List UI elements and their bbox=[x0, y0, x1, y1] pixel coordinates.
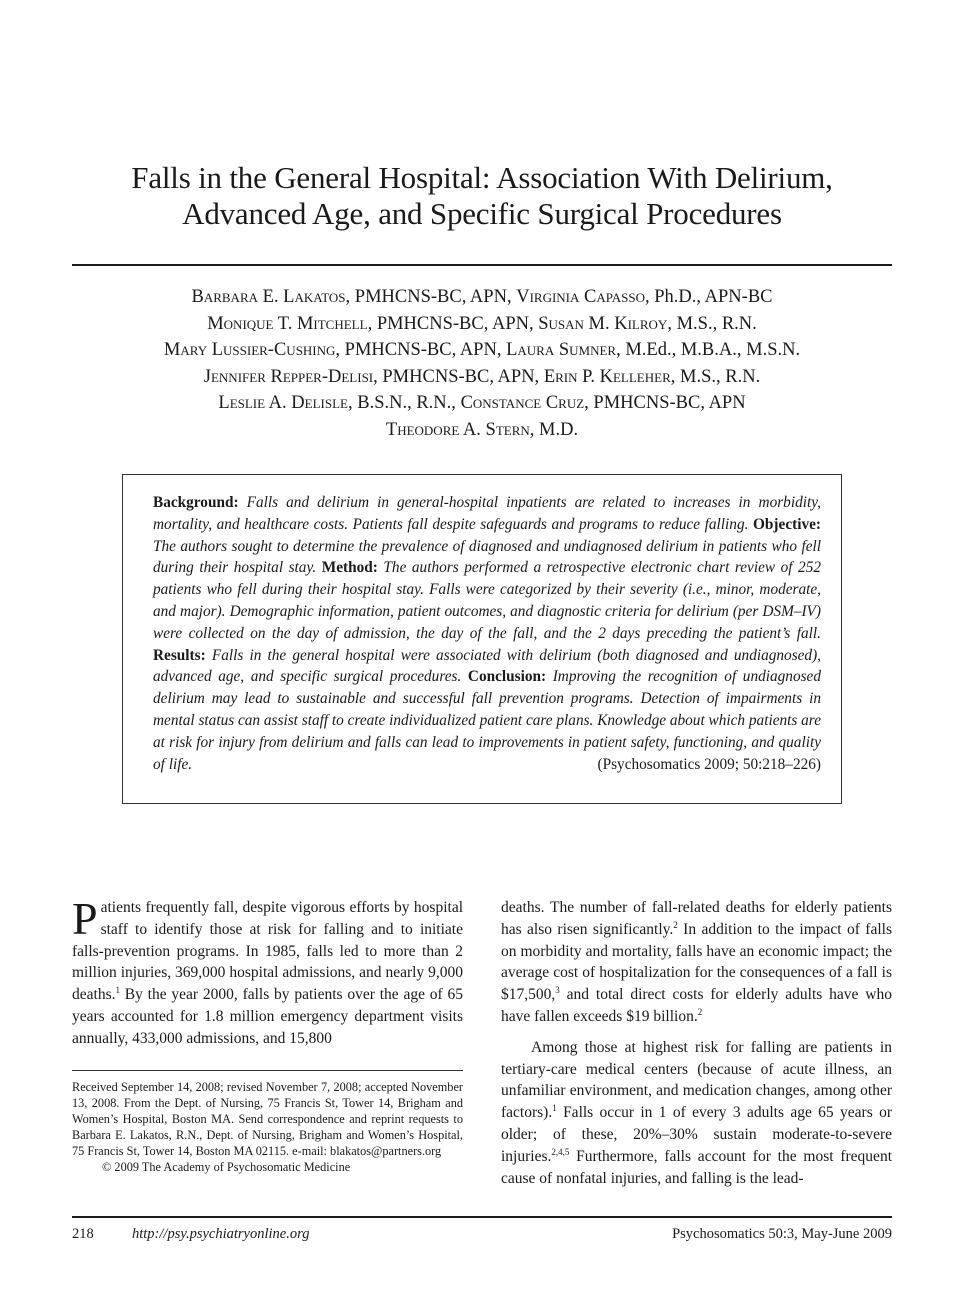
footer-divider bbox=[72, 1216, 892, 1218]
body-text: Falls occur in 1 of every 3 adults age 65 years or older; of these, 20%–30% sustain moderate-to-severe injuries. bbox=[501, 1104, 892, 1165]
body-text: Furthermore, falls account for the most frequent cause of nonfatal injuries, and falling is the lead- bbox=[501, 1147, 892, 1187]
author-line-2 bbox=[72, 311, 892, 338]
abstract-objective-label: Objective: bbox=[753, 515, 821, 533]
reference-marker: 3 bbox=[555, 985, 560, 996]
body-paragraph bbox=[501, 897, 892, 1028]
author-name: Laura Sumner bbox=[506, 340, 617, 361]
author-line-1 bbox=[72, 284, 892, 311]
author-name: Susan M. Kilroy bbox=[538, 313, 668, 334]
abstract-results-label: Results: bbox=[153, 646, 206, 664]
drop-cap: P bbox=[72, 893, 98, 944]
abstract-method-text: The authors performed a retrospective electronic chart review of 252 patients who fell during their hospital stay. Falls were categorized by their severity (i.e., minor, moderate, and major). Demographic information, patient outcomes, and diagnostic criteria for delirium (per DSM–IV) were collected on the day of admission, the day of the fall, and the 2 days preceding the patient’s fall. bbox=[153, 559, 821, 642]
body-text: and total direct costs for elderly adults have who have fallen exceeds $19 billion. bbox=[501, 986, 892, 1025]
journal-issue: Psychosomatics 50:3, May-June 2009 bbox=[672, 1226, 892, 1242]
author-name: Barbara E. Lakatos bbox=[191, 287, 346, 307]
author-name: Leslie A. Delisle bbox=[218, 393, 348, 414]
author-credentials: , M.D. bbox=[529, 419, 579, 440]
reference-marker: 2 bbox=[697, 1006, 703, 1017]
title-divider bbox=[72, 264, 892, 266]
author-credentials: , M.S., R.N. bbox=[667, 313, 757, 334]
author-name: Erin P. Kelleher bbox=[543, 366, 671, 387]
body-text: Among those at highest risk for falling are patients in tertiary-care medical centers (because of acute illness, an unfamiliar environment, and medication changes, among other factors). bbox=[501, 1038, 892, 1122]
author-credentials: , Ph.D., APN-BC bbox=[645, 287, 773, 307]
author-credentials: , PMHCNS-BC, APN, bbox=[373, 366, 544, 387]
copyright-notice: © 2009 The Academy of Psychosomatic Medicine bbox=[102, 1160, 351, 1174]
body-text: deaths. The number of fall-related deaths for elderly patients has also risen significantly. bbox=[501, 899, 892, 938]
abstract-objective-text: The authors sought to determine the prevalence of diagnosed and undiagnosed delirium in patients who fell during their hospital stay. bbox=[153, 537, 821, 577]
body-paragraph bbox=[501, 1037, 892, 1190]
author-line-6 bbox=[72, 417, 892, 444]
abstract-conclusion-label: Conclusion: bbox=[467, 668, 547, 686]
abstract-conclusion-text: Improving the recognition of undiagnosed delirium may lead to sustainable and successful fall prevention programs. Detection of impairments in mental status can assist staff to create individualized patient care plans. Knowledge about which patients are at risk for injury from delirium and falls can lead to improvements in patient safety, functioning, and quality of life. bbox=[153, 668, 821, 773]
abstract-background-text: Falls and delirium in general-hospital inpatients are related to increases in morbidity, mortality, and healthcare costs. Patients fall despite safeguards and programs to reduce falling. bbox=[153, 494, 821, 533]
abstract-method-label: Method: bbox=[321, 559, 378, 577]
body-column-right bbox=[501, 897, 892, 1189]
abstract-citation: (Psychosomatics 2009; 50:218–226) bbox=[597, 755, 821, 773]
author-credentials: , M.Ed., M.B.A., M.S.N. bbox=[616, 340, 801, 361]
author-line-5 bbox=[72, 390, 892, 417]
footnote-text: Received September 14, 2008; revised November 7, 2008; accepted November 13, 2008. From the Dept. of Nursing, 75 Francis St, Tower 14, Brigham and Women’s Hospital, Boston MA. Send correspondence and reprint requests to Barbara E. Lakatos, R.N., Dept. of Nursing, Brigham and Women’s Hospital, 75 Francis St, Tower 14, Boston MA 02115. e-mail: blakatos@partners.org bbox=[72, 1080, 463, 1158]
author-credentials: , PMHCNS-BC, APN, bbox=[335, 340, 507, 361]
author-name: Virginia Capasso bbox=[516, 287, 646, 307]
abstract-box bbox=[122, 474, 842, 804]
author-name: Theodore A. Stern bbox=[385, 419, 530, 440]
author-line-3 bbox=[72, 337, 892, 364]
reference-marker: 1 bbox=[552, 1103, 557, 1114]
title-line-2: Advanced Age, and Specific Surgical Procedures bbox=[182, 196, 782, 231]
body-column-left bbox=[72, 893, 463, 1050]
reference-marker: 2 bbox=[673, 919, 678, 930]
author-credentials: , PMHCNS-BC, APN, bbox=[367, 313, 539, 334]
footnote-divider bbox=[72, 1070, 463, 1071]
footnote bbox=[72, 1079, 463, 1175]
body-text: In addition to the impact of falls on morbidity and mortality, falls have an economic impact; the average cost of hospitalization for the consequences of a fall is $17,500, bbox=[501, 920, 892, 1004]
author-name: Constance Cruz bbox=[460, 393, 585, 414]
article-title bbox=[72, 160, 892, 232]
author-name: Mary Lussier-Cushing bbox=[163, 340, 336, 361]
body-text: By the year 2000, falls by patients over the age of 65 years accounted for 1.8 million emergency department visits annually, 433,000 admissions, and 15,800 bbox=[72, 986, 463, 1047]
reference-marker: 2,4,5 bbox=[551, 1146, 570, 1157]
author-line-4 bbox=[72, 364, 892, 391]
author-credentials: , PMHCNS-BC, APN bbox=[584, 393, 746, 414]
body-paragraph bbox=[72, 893, 463, 1050]
abstract-results-text: Falls in the general hospital were associated with delirium (both diagnosed and undiagnosed), advanced age, and specific surgical procedures. bbox=[153, 646, 821, 686]
author-credentials: , B.S.N., R.N., bbox=[347, 393, 461, 414]
reference-marker: 1 bbox=[115, 985, 120, 996]
author-credentials: , M.S., R.N. bbox=[670, 366, 761, 387]
body-text: atients frequently fall, despite vigorous efforts by hospital staff to identify those at risk for falling and to initiate falls-prevention programs. In 1985, falls led to more than 2 million injuries, 369,000 hospital admissions, and nearly 9,000 deaths. bbox=[72, 899, 463, 1004]
author-name: Monique T. Mitchell bbox=[207, 313, 368, 334]
title-line-1: Falls in the General Hospital: Association With Delirium, bbox=[131, 160, 833, 195]
abstract-background-label: Background: bbox=[153, 494, 239, 511]
author-name: Jennifer Repper-Delisi bbox=[203, 366, 374, 387]
page-number: 218 bbox=[72, 1226, 94, 1242]
journal-url-link[interactable]: http://psy.psychiatryonline.org bbox=[132, 1226, 310, 1242]
author-credentials: , PMHCNS-BC, APN, bbox=[345, 287, 517, 307]
author-list bbox=[72, 284, 892, 444]
